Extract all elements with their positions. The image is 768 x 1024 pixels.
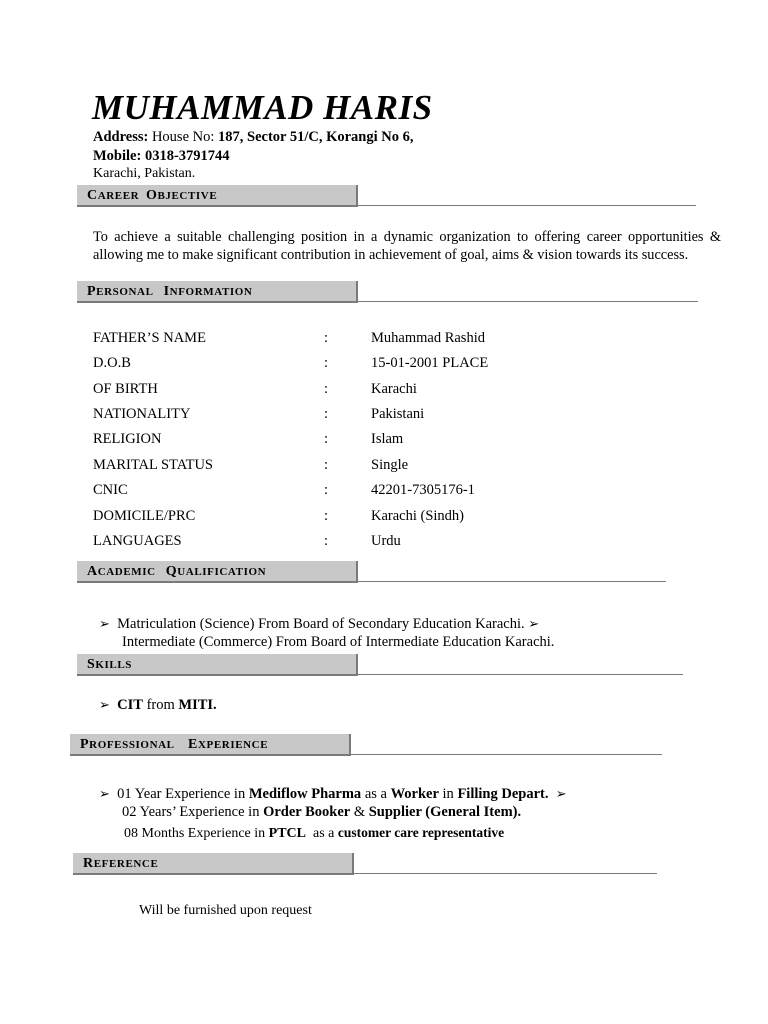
section-divider — [77, 301, 698, 302]
section-header-personal-information — [77, 281, 358, 303]
reference-text: Will be furnished upon request — [139, 903, 312, 918]
section-header-skills — [77, 654, 358, 676]
section-header-reference — [73, 853, 354, 875]
info-colon: : — [324, 533, 329, 549]
info-value: Karachi (Sindh) — [371, 508, 465, 524]
section-title-professional-experience: PROFESSIONAL EXPERIENCE — [80, 737, 269, 752]
section-title-academic-qualification: ACADEMIC QUALIFICATION — [87, 564, 267, 579]
info-value: 15-01-2001 PLACE — [371, 355, 489, 371]
info-colon: : — [324, 330, 329, 346]
info-colon: : — [324, 482, 329, 498]
mobile-value: 0318-3791744 — [144, 148, 230, 164]
academic-matriculation: Matriculation (Science) From Board of Secondary Education Karachi. — [117, 616, 525, 632]
section-divider — [73, 873, 657, 874]
bullet-arrow-icon: ➢ — [99, 787, 110, 802]
city-line: Karachi, Pakistan. — [93, 166, 196, 181]
info-label: MARITAL STATUS — [93, 457, 213, 473]
section-header-academic-qualification — [77, 561, 358, 583]
info-value: Muhammad Rashid — [371, 330, 485, 346]
info-label: NATIONALITY — [93, 406, 191, 422]
info-value: Single — [371, 457, 409, 473]
info-value: 42201-7305176-1 — [371, 482, 475, 498]
info-label: DOMICILE/PRC — [93, 508, 196, 524]
info-label: CNIC — [93, 482, 128, 498]
section-title-personal-information: PERSONAL INFORMATION — [87, 284, 253, 299]
career-objective-text: To achieve a suitable challenging position in a dynamic organization to offering career opportunities & allowing me to make significant contribution in achievement of goal, aims & vision towards its success. — [93, 229, 721, 263]
info-label: LANGUAGES — [93, 533, 182, 549]
info-colon: : — [324, 431, 329, 447]
skill-miti: MITI. — [178, 697, 217, 713]
info-label: OF BIRTH — [93, 381, 158, 397]
section-title-reference: REFERENCE — [83, 856, 159, 871]
section-divider — [77, 205, 696, 206]
info-colon: : — [324, 381, 329, 397]
info-label: D.O.B — [93, 355, 131, 371]
info-colon: : — [324, 457, 329, 473]
section-divider — [77, 581, 666, 582]
info-value: Islam — [371, 431, 404, 447]
candidate-name: MUHAMMAD HARIS — [92, 88, 433, 127]
info-label: RELIGION — [93, 431, 162, 447]
address-prefix: House No: — [151, 129, 215, 145]
address-label: Address: — [93, 129, 149, 145]
info-label: FATHER’S NAME — [93, 330, 206, 346]
experience-item-1: ➢ 01 Year Experience in Mediflow Pharma as a Worker in Filling Depart. ➢ — [99, 786, 567, 802]
address-line — [93, 129, 413, 146]
info-colon: : — [324, 406, 329, 422]
skills-item — [99, 697, 217, 714]
bullet-arrow-icon: ➢ — [99, 617, 110, 632]
section-title-career-objective: CAREER OBJECTIVE — [87, 188, 218, 203]
section-divider — [77, 674, 683, 675]
bullet-arrow-icon: ➢ — [528, 617, 540, 632]
skill-cit: CIT — [117, 697, 143, 713]
section-title-skills: SKILLS — [87, 657, 133, 672]
mobile-label: Mobile: — [93, 148, 142, 164]
bullet-arrow-icon: ➢ — [99, 698, 110, 713]
mobile-line — [93, 148, 230, 165]
academic-intermediate: Intermediate (Commerce) From Board of Intermediate Education Karachi. — [122, 634, 555, 650]
bullet-arrow-icon: ➢ — [555, 787, 567, 802]
skill-from: from — [146, 697, 175, 713]
info-colon: : — [324, 355, 329, 371]
experience-item-2: 02 Years’ Experience in Order Booker & Supplier (General Item). — [122, 804, 522, 820]
experience-item-3: 08 Months Experience in PTCL as a customer care representative — [124, 825, 505, 841]
info-colon: : — [324, 508, 329, 524]
academic-line-1 — [99, 616, 539, 633]
info-value: Urdu — [371, 533, 401, 549]
info-value: Karachi — [371, 381, 417, 397]
info-value: Pakistani — [371, 406, 425, 422]
section-header-professional-experience — [70, 734, 351, 756]
section-divider — [70, 754, 662, 755]
section-header-career-objective — [77, 185, 358, 207]
address-value: 187, Sector 51/C, Korangi No 6, — [218, 129, 414, 145]
